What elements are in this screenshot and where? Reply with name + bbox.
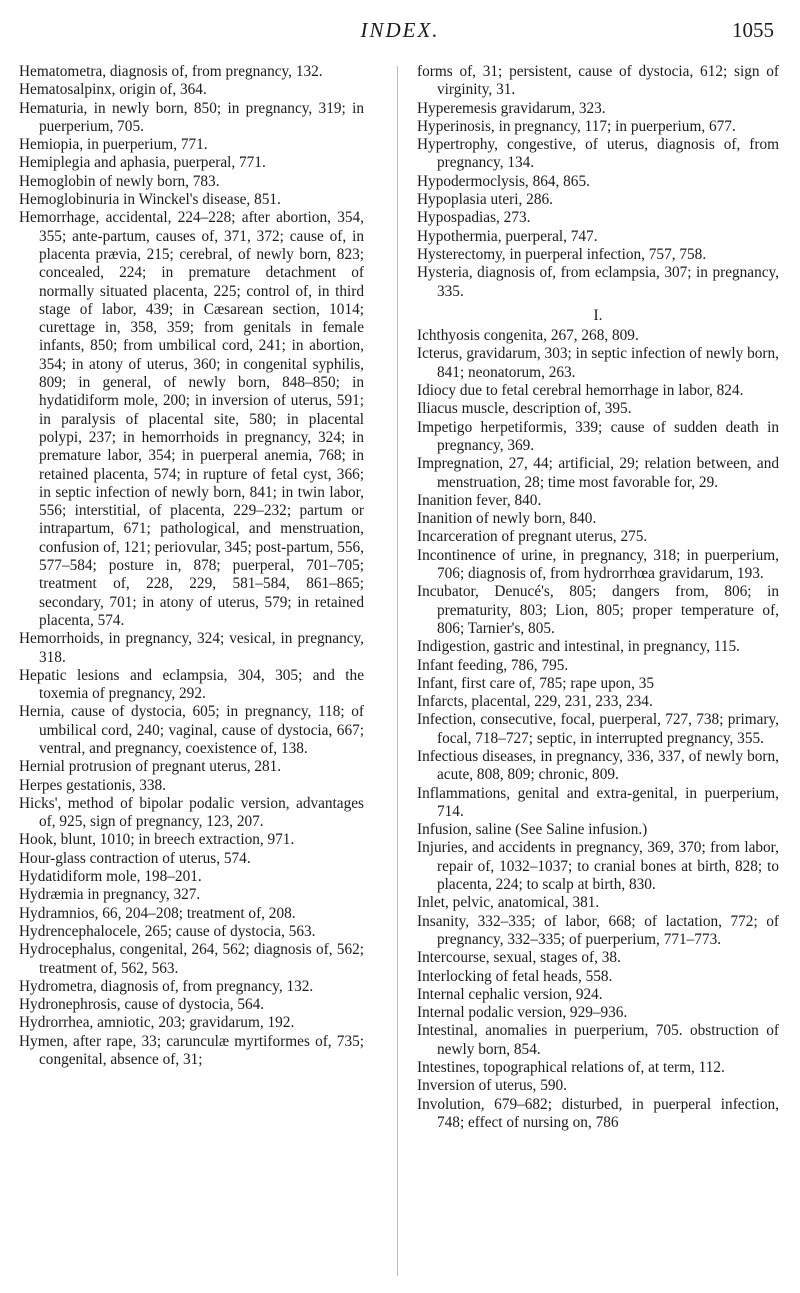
index-entry: Internal cephalic version, 924. [417, 985, 603, 1003]
index-entry: Infarcts, placental, 229, 231, 233, 234. [417, 693, 653, 711]
index-entry: Iliacus muscle, description of, 395. [417, 400, 632, 418]
index-entry: Intercourse, sexual, stages of, 38. [417, 949, 621, 967]
index-entry: Hemoglobin of newly born, 783. [19, 172, 220, 190]
index-entry: Intestinal, anomalies in puerperium, 705. obstruction of newly born, 854. [417, 1022, 779, 1058]
index-column-right [417, 63, 779, 1132]
index-entry: Herpes gestationis, 338. [19, 776, 166, 794]
index-entry: Ichthyosis congenita, 267, 268, 809. [417, 327, 639, 345]
index-entry: Inlet, pelvic, anatomical, 381. [417, 894, 600, 912]
index-entry: Hematometra, diagnosis of, from pregnancy, 132. [19, 63, 323, 80]
index-entry: Hemorrhage, accidental, 224–228; after abortion, 354, 355; ante-partum, causes of, 371, 372; cause of, in placenta prævia, 215; cerebral, of newly born, 823; concealed, 224; in premature detachment of normally situated placenta, 225; control of, in third stage of labor, 439; in Cæsarean section, 1014; curettage in, 358, 359; from genitals in female infants, 850; from umbilical cord, 241; in abortion, 354; in atony of uterus, 360; in congenital syphilis, 809; in general, of newly born, 848–850; in hydatidiform mole, 200; in inversion of uterus, 591; in paralysis of placental site, 580; in placental polypi, 237; in hemorrhoids in pregnancy, 324; in premature labor, 354; in puerperal anemia, 768; in retained placenta, 574; in rupture of fetal cyst, 366; in septic infection of newly born, 841; in twin labor, 556; interstitial, of placenta, 229–232; partum or intrapartum, 671; pathological, and menstruation, confusion of, 121; periovular, 345; post-partum, 556, 577–584; posture in, 878; puerperal, 701–705; treatment of, 228, 229, 581–584, 861–865; secondary, 701; in atony of uterus, 579; in retained placenta, 574. [19, 209, 364, 629]
index-entry: Impetigo herpetiformis, 339; cause of sudden death in pregnancy, 369. [417, 418, 779, 454]
index-entry: forms of, 31; persistent, cause of dystocia, 612; sign of virginity, 31. [417, 63, 779, 99]
index-entry: Indigestion, gastric and intestinal, in pregnancy, 115. [417, 638, 740, 656]
index-entry: Incontinence of urine, in pregnancy, 318; in puerperium, 706; diagnosis of, from hydrorrhœa gravidarum, 193. [417, 546, 779, 583]
index-entry: Incarceration of pregnant uterus, 275. [417, 528, 648, 546]
index-entry: Hydrometra, diagnosis of, from pregnancy, 132. [19, 977, 314, 995]
index-entry: Interlocking of fetal heads, 558. [417, 967, 613, 985]
index-entries-h-continued [417, 63, 779, 301]
index-entry: Injuries, and accidents in pregnancy, 369, 370; from labor, repair of, 1032–1037; to cranial bones at birth, 828; to placenta, 224; to scalp at birth, 830. [417, 839, 779, 894]
index-entry: Hymen, after rape, 33; carunculæ myrtiformes of, 735; congenital, absence of, 31; [19, 1032, 364, 1069]
index-entry: Hysteria, diagnosis of, from eclampsia, 307; in pregnancy, 335. [417, 264, 779, 300]
index-entry: Hypothermia, puerperal, 747. [417, 227, 598, 245]
index-entry: Infectious diseases, in pregnancy, 336, 337, of newly born, acute, 808, 809; chronic, 809. [417, 747, 779, 784]
index-entry: Hypospadias, 273. [417, 209, 531, 227]
index-entry: Internal podalic version, 929–936. [417, 1004, 628, 1022]
index-entry: Intestines, topographical relations of, at term, 112. [417, 1059, 725, 1077]
index-entry: Hernial protrusion of pregnant uterus, 281. [19, 758, 282, 776]
index-entry: Hydatidiform mole, 198–201. [19, 868, 202, 886]
index-entry: Involution, 679–682; disturbed, in puerperal infection, 748; effect of nursing on, 786 [417, 1095, 779, 1131]
index-entry: Hemiplegia and aphasia, puerperal, 771. [19, 154, 266, 172]
index-entry: Hook, blunt, 1010; in breech extraction, 971. [19, 831, 295, 849]
index-entry: Hernia, cause of dystocia, 605; in pregnancy, 118; of umbilical cord, 240; vaginal, cause of dystocia, 667; ventral, and pregnancy, coexistence of, 138. [19, 703, 364, 757]
index-entry: Hysterectomy, in puerperal infection, 757, 758. [417, 245, 707, 263]
index-entry: Infusion, saline (See Saline infusion.) [417, 821, 648, 839]
index-entry: Hypertrophy, congestive, of uterus, diagnosis of, from pregnancy, 134. [417, 136, 779, 172]
index-entry: Hyperemesis gravidarum, 323. [417, 99, 606, 117]
index-entry: Hydrorrhea, amniotic, 203; gravidarum, 192. [19, 1014, 295, 1032]
running-title: INDEX. [360, 18, 440, 42]
index-entry: Infant feeding, 786, 795. [417, 656, 569, 674]
index-entry: Icterus, gravidarum, 303; in septic infection of newly born, 841; neonatorum, 263. [417, 345, 779, 381]
index-entry: Hypodermoclysis, 864, 865. [417, 172, 590, 190]
column-divider [397, 66, 398, 1276]
index-column-left [19, 63, 364, 1069]
index-entry: Hyperinosis, in pregnancy, 117; in puerperium, 677. [417, 117, 736, 135]
index-entry: Hydronephrosis, cause of dystocia, 564. [19, 996, 265, 1014]
index-entry: Hydrencephalocele, 265; cause of dystocia, 563. [19, 922, 316, 940]
index-entry: Hematuria, in newly born, 850; in pregnancy, 319; in puerperium, 705. [19, 99, 364, 135]
index-entry: Infant, first care of, 785; rape upon, 35 [417, 674, 655, 692]
index-entry: Incubator, Denucé's, 805; dangers from, 806; in prematurity, 803; Lion, 805; proper temperature of, 806; Tarnier's, 805. [417, 583, 779, 637]
index-entry: Hemorrhoids, in pregnancy, 324; vesical, in pregnancy, 318. [19, 630, 364, 666]
index-entry: Infection, consecutive, focal, puerperal, 727, 738; primary, focal, 718–727; septic, in interrupted pregnancy, 355. [417, 711, 779, 747]
index-entry: Inanition fever, 840. [417, 491, 542, 509]
index-entry: Hydræmia in pregnancy, 327. [19, 886, 201, 904]
index-entry: Hydrocephalus, congenital, 264, 562; diagnosis of, 562; treatment of, 562, 563. [19, 941, 364, 977]
section-letter-heading: I. [593, 306, 603, 324]
index-entry: Insanity, 332–335; of labor, 668; of lactation, 772; of pregnancy, 332–335; of puerperium, 771–773. [417, 912, 779, 948]
index-entry: Hour-glass contraction of uterus, 574. [19, 849, 251, 867]
index-entry: Impregnation, 27, 44; artificial, 29; relation between, and menstruation, 28; time most favorable for, 29. [417, 455, 779, 491]
index-entry: Hemiopia, in puerperium, 771. [19, 136, 208, 154]
index-entry: Inversion of uterus, 590. [417, 1077, 567, 1095]
page-header [0, 18, 800, 46]
index-entry: Hemoglobinuria in Winckel's disease, 851. [19, 191, 281, 209]
index-entry: Inanition of newly born, 840. [417, 510, 597, 528]
index-entry: Hematosalpinx, origin of, 364. [19, 81, 207, 99]
page-number: 1055 [732, 18, 774, 42]
index-entry: Hydramnios, 66, 204–208; treatment of, 208. [19, 904, 296, 922]
index-entry: Hicks', method of bipolar podalic version, advantages of, 925, sign of pregnancy, 123, 207. [19, 794, 364, 831]
index-entry: Hepatic lesions and eclampsia, 304, 305; and the toxemia of pregnancy, 292. [19, 666, 364, 703]
index-entry: Inflammations, genital and extra-genital, in puerperium, 714. [417, 784, 779, 820]
index-entry: Hypoplasia uteri, 286. [417, 191, 553, 209]
index-entries-i [417, 327, 779, 1132]
index-entry: Idiocy due to fetal cerebral hemorrhage in labor, 824. [417, 382, 744, 400]
